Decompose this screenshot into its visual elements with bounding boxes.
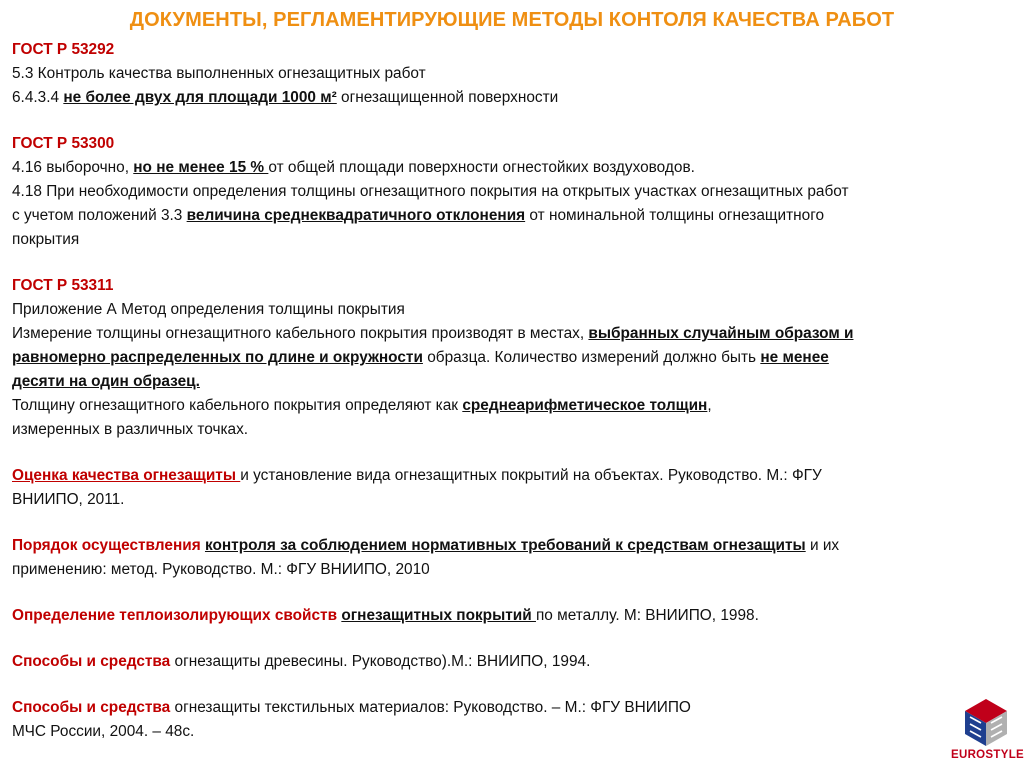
reference-text: огнезащиты текстильных материалов: Руководство. – М.: ФГУ ВНИИПО — [170, 699, 691, 716]
reference-text: применению: метод. Руководство. М.: ФГУ ВНИИПО, 2010 — [12, 561, 430, 578]
reference-text: МЧС России, 2004. – 48с. — [12, 723, 195, 740]
reference-title: Определение теплоизолирующих свойств — [12, 607, 342, 624]
page-title: ДОКУМЕНТЫ, РЕГЛАМЕНТИРУЮЩИЕ МЕТОДЫ КОНТОЛЯ КАЧЕСТВА РАБОТ — [129, 9, 895, 31]
text-line — [12, 204, 1012, 228]
clause-text: образца. Количество измерений должно быть — [422, 349, 761, 366]
logo-text: EUROSTYLE — [951, 749, 1024, 761]
text-line — [12, 346, 1012, 370]
reference-title: Способы и средства — [12, 699, 171, 716]
emphasis-text: контроля за соблюдением нормативных требований к средствам огнезащиты — [204, 537, 806, 554]
gost-53292-clause-5-3: 5.3 Контроль качества выполненных огнезащитных работ — [12, 65, 426, 82]
text-line — [12, 558, 1012, 582]
emphasis-text: десяти на один образец. — [12, 373, 200, 390]
reference-title: Порядок осуществления — [12, 537, 205, 554]
spacer — [12, 582, 1012, 604]
emphasis-text: величина среднеквадратичного отклонения — [186, 207, 526, 224]
reference-text: ВНИИПО, 2011. — [12, 491, 125, 508]
clause-text: , — [707, 397, 712, 414]
text-line — [12, 156, 1012, 180]
reference-title: Оценка качества огнезащиты — [12, 467, 241, 484]
reference-text: и их — [805, 537, 840, 554]
clause-text: с учетом положений 3.3 — [12, 207, 187, 224]
clause-text: Измерение толщины огнезащитного кабельного покрытия производят в местах, — [12, 325, 589, 342]
text-line — [12, 322, 1012, 346]
clause-text: огнезащищенной поверхности — [336, 89, 559, 106]
reference-entry — [12, 464, 1012, 488]
emphasis-text: не более двух для площади 1000 м² — [63, 89, 337, 106]
text-line — [12, 720, 1012, 744]
emphasis-text: среднеарифметическое толщин — [462, 397, 708, 414]
clause-text: Приложение А Метод определения толщины покрытия — [12, 301, 405, 318]
document-body — [12, 38, 1012, 744]
spacer — [12, 512, 1012, 534]
emphasis-text: огнезащитных покрытий — [341, 607, 536, 624]
clause-text: покрытия — [12, 231, 80, 248]
spacer — [12, 110, 1012, 132]
eurostyle-logo-icon — [951, 697, 1021, 749]
text-line — [12, 86, 1012, 110]
section-heading-53300 — [12, 132, 1012, 156]
reference-entry — [12, 696, 1012, 720]
spacer — [12, 442, 1012, 464]
text-line — [12, 370, 1012, 394]
reference-entry — [12, 650, 1012, 674]
section-heading-53292 — [12, 38, 1012, 62]
text-line — [12, 418, 1012, 442]
clause-text: от общей площади поверхности огнестойких воздуховодов. — [268, 159, 695, 176]
emphasis-text: не менее — [760, 349, 829, 366]
text-line — [12, 62, 1012, 86]
clause-text: Толщину огнезащитного кабельного покрытия определяют как — [12, 397, 463, 414]
section-heading-53311 — [12, 274, 1012, 298]
text-line — [12, 298, 1012, 322]
clause-text: измеренных в различных точках. — [12, 421, 249, 438]
reference-title: Способы и средства — [12, 653, 171, 670]
spacer — [12, 252, 1012, 274]
text-line — [12, 228, 1012, 252]
gost-53292-heading: ГОСТ Р 53292 — [12, 41, 115, 58]
reference-entry — [12, 604, 1012, 628]
text-line — [12, 180, 1012, 204]
emphasis-text: равномерно распределенных по длине и окружности — [12, 349, 423, 366]
clause-number: 6.4.3.4 — [12, 89, 64, 106]
clause-text: от номинальной толщины огнезащитного — [525, 207, 825, 224]
clause-text: 4.16 выборочно, — [12, 159, 134, 176]
reference-text: огнезащиты древесины. Руководство).М.: ВНИИПО, 1994. — [170, 653, 591, 670]
eurostyle-logo — [951, 697, 1024, 765]
spacer — [12, 628, 1012, 650]
text-line — [12, 488, 1012, 512]
emphasis-text: но не менее 15 % — [133, 159, 269, 176]
gost-53311-heading: ГОСТ Р 53311 — [12, 277, 114, 294]
text-line — [12, 394, 1012, 418]
reference-text: и установление вида огнезащитных покрытий на объектах. Руководство. М.: ФГУ — [240, 467, 822, 484]
spacer — [12, 674, 1012, 696]
gost-53300-heading: ГОСТ Р 53300 — [12, 135, 115, 152]
emphasis-text: выбранных случайным образом и — [588, 325, 854, 342]
reference-text: по металлу. М: ВНИИПО, 1998. — [535, 607, 759, 624]
clause-text: 4.18 При необходимости определения толщины огнезащитного покрытия на открытых участках огнезащитных работ — [12, 183, 849, 200]
reference-entry — [12, 534, 1012, 558]
